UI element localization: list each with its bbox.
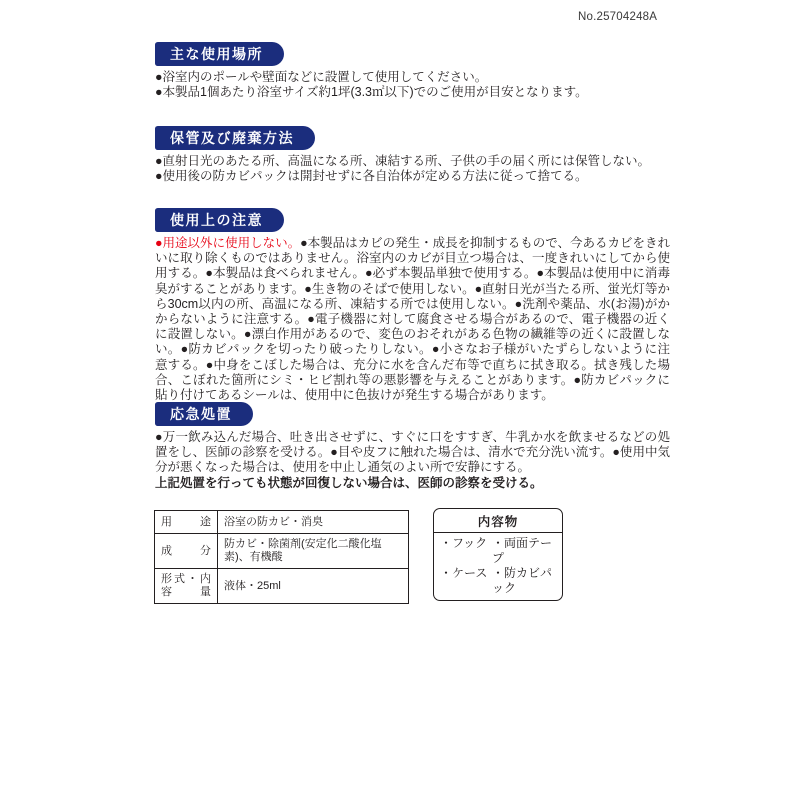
first-aid-text: ●万一飲み込んだ場合、吐き出させずに、すぐに口をすすぎ、牛乳か水を飲ませるなどの処置をし、医師の診察を受ける。●目や皮フに触れた場合は、清水で充分洗い流す。●使用中気分が悪くなった場合は、使用を中止し通気のよい所で安静にする。 bbox=[155, 430, 670, 475]
section-heading-first-aid bbox=[155, 402, 253, 426]
section-precautions bbox=[155, 208, 670, 403]
section-body bbox=[155, 154, 670, 184]
precautions-paragraph bbox=[155, 236, 670, 403]
spec-label: 用途 bbox=[155, 511, 218, 534]
section-body bbox=[155, 430, 670, 491]
spec-label: 形式・内容量 bbox=[155, 569, 218, 604]
first-aid-bold-note: 上記処置を行っても状態が回復しない場合は、医師の診察を受ける。 bbox=[155, 475, 543, 490]
spec-value: 防カビ・除菌剤(安定化二酸化塩素)、有機酸 bbox=[218, 534, 409, 569]
section-heading-storage-disposal bbox=[155, 126, 315, 150]
contents-item: ・ケース bbox=[440, 566, 488, 580]
section-heading-precautions bbox=[155, 208, 284, 232]
contents-item: ・両面テープ bbox=[492, 536, 553, 565]
section-body bbox=[155, 70, 670, 100]
section-heading-usage-location bbox=[155, 42, 284, 66]
bullet-item: ●使用後の防カビパックは開封せずに各自治体が定める方法に従って捨てる。 bbox=[155, 169, 588, 184]
spec-value: 液体・25ml bbox=[218, 569, 409, 604]
contents-list bbox=[434, 533, 562, 600]
bullet-item: ●直射日光のあたる所、高温になる所、凍結する所、子供の手の届く所には保管しない。 bbox=[155, 154, 651, 168]
table-row bbox=[155, 534, 409, 569]
spec-label: 成分 bbox=[155, 534, 218, 569]
section-title: 保管及び廃棄方法 bbox=[170, 130, 294, 146]
section-usage-location bbox=[155, 42, 670, 100]
contents-item: ・防カビパック bbox=[492, 566, 553, 595]
contents-box-title: 内容物 bbox=[434, 509, 562, 533]
section-title: 使用上の注意 bbox=[170, 212, 263, 228]
section-storage-disposal bbox=[155, 126, 670, 184]
table-row bbox=[155, 569, 409, 604]
contents-box bbox=[433, 508, 563, 601]
section-title: 応急処置 bbox=[170, 406, 232, 422]
table-row bbox=[155, 511, 409, 534]
spec-table bbox=[154, 510, 409, 604]
warning-text: ●用途以外に使用しない。 bbox=[155, 236, 301, 250]
spec-value: 浴室の防カビ・消臭 bbox=[218, 511, 409, 534]
bullet-item: ●本製品1個あたり浴室サイズ約1坪(3.3㎡以下)でのご使用が目安となります。 bbox=[155, 85, 588, 100]
document-number: No.25704248A bbox=[578, 11, 658, 23]
section-first-aid bbox=[155, 402, 670, 491]
section-title: 主な使用場所 bbox=[170, 46, 263, 62]
precautions-text: ●本製品はカビの発生・成長を抑制するもので、今あるカビをきれいに取り除くものではありません。浴室内のカビが目立つ場合は、一度きれいにしてから使用する。●本製品は食べられません。●必ず本製品単独で使用する。●本製品は使用中に消毒臭がすることがあります。●生き物のそばで使用しない。●直射日光が当たる所、蛍光灯等から30cm以内の所、高温になる所、凍結する所では使用しない。●洗剤や薬品、水(お湯)がかからないように注意する。●電子機器に対して腐食させる場合があるので、電子機器の近くに設置しない。●漂白作用があるので、変色のおそれがある色物の繊維等の近くに設置しない。●防カビパックを切ったり破ったりしない。●小さなお子様がいたずらしないように注意する。●中身をこぼした場合は、充分に水を含んだ布等で直ちに拭き取る。拭き残した場合、こぼれた箇所にシミ・ヒビ割れ等の悪影響を与えることがあります。●防カビパックに貼り付けてあるシールは、使用中に色抜けが発生する場合があります。 bbox=[155, 236, 670, 403]
contents-item: ・フック bbox=[440, 536, 488, 550]
bullet-item: ●浴室内のポールや壁面などに設置して使用してください。 bbox=[155, 70, 488, 84]
